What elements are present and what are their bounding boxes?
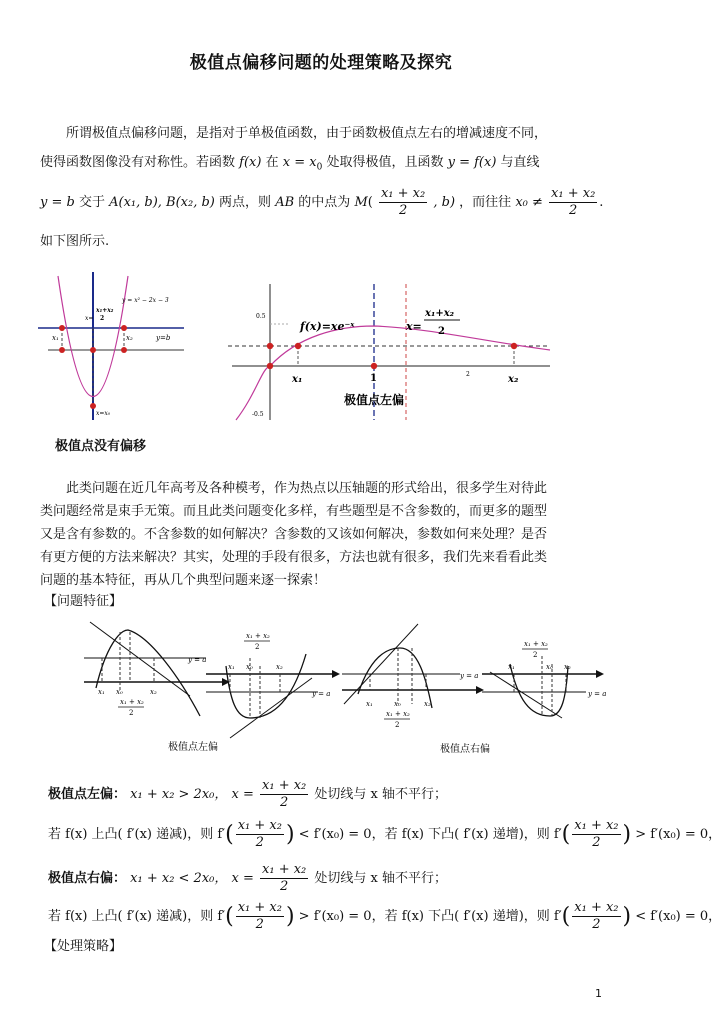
svg-text:x₂: x₂ <box>424 700 431 708</box>
left-shift-condition: 极值点左偏： x₁ + x₂ > 2x₀， x = $\frac{\text{x₁ + x₂}}{2}$ 处切线与 x 轴不平行； <box>48 778 448 810</box>
body2-line-2: 类问题经常是束手无策。而且此类问题变化多样，有些题型是不含参数的，而更多的题型 <box>40 504 548 519</box>
svg-text:x₁: x₁ <box>228 663 235 671</box>
svg-text:x₂: x₂ <box>508 374 519 385</box>
midpoint-fraction-2: $\frac{\text{x₁ + x₂}}{2}$ <box>551 186 596 218</box>
svg-text:y=b: y=b <box>156 334 171 342</box>
svg-text:1: 1 <box>370 373 377 384</box>
body2-line-3: 又是含有参数的。不含参数的如何解决？含参数的又该如何解决，参数如何来处理？是否 <box>40 527 548 542</box>
svg-text:x₁ + x₂: x₁ + x₂ <box>246 632 270 640</box>
svg-text:x₀: x₀ <box>394 700 401 708</box>
fig3-right-caption: 极值点右偏 <box>440 744 490 755</box>
svg-text:x₁+x₂: x₁+x₂ <box>96 307 114 314</box>
svg-text:2: 2 <box>100 315 105 322</box>
page-title: 极值点偏移问题的处理策略及探究 <box>189 53 453 73</box>
svg-text:x₁+x₂: x₁+x₂ <box>425 308 455 319</box>
body2-line-5: 问题的基本特征，再从几个典型问题来逐一探索！ <box>40 573 327 588</box>
svg-text:x₁: x₁ <box>292 374 303 385</box>
svg-text:2: 2 <box>438 326 445 337</box>
fig2-caption: 极值点左偏 <box>344 393 405 407</box>
svg-text:x₁: x₁ <box>52 334 59 342</box>
svg-text:x₁: x₁ <box>98 688 105 696</box>
section-heading-strategy: 【处理策略】 <box>44 939 123 954</box>
right-shift-condition: 极值点右偏： x₁ + x₂ < 2x₀， x = $\frac{\text{x₁ + x₂}}{2}$ 处切线与 x 轴不平行； <box>48 862 448 894</box>
svg-text:-0.5: -0.5 <box>252 411 264 418</box>
right-shift-rule: 若 f(x) 上凸( f′(x) 递减)，则 f′( $\frac{\text{x₁ + x₂}}{2}$ ) > f′(x₀) = 0，若 f(x) 下凸( f′(x) 递增)，则 f′( $\frac{\text{x₁ + x₂}}{2}$ ) < f′(x₀) = 0， <box>48 900 721 932</box>
intro-line-4: 如下图所示. <box>40 234 110 249</box>
svg-text:y = a: y = a <box>312 690 331 698</box>
left-shift-rule: 若 f(x) 上凸( f′(x) 递减)，则 f′( $\frac{\text{x₁ + x₂}}{2}$ ) < f′(x₀) = 0，若 f(x) 下凸( f′(x) 递增)，则 f′( $\frac{\text{x₁ + x₂}}{2}$ ) > f′(x₀) = 0， <box>48 818 721 850</box>
svg-text:x=: x= <box>85 315 94 322</box>
svg-text:2: 2 <box>395 721 400 729</box>
svg-text:x₂: x₂ <box>150 688 157 696</box>
midpoint-fraction: $\frac{\text{x₁ + x₂}}{2}$ <box>380 186 426 218</box>
figure-no-shift <box>38 272 188 422</box>
fig3-left-caption: 极值点左偏 <box>168 742 218 753</box>
svg-text:y = a: y = a <box>460 672 479 680</box>
svg-text:y = a: y = a <box>588 690 607 698</box>
section-heading-features: 【问题特征】 <box>44 594 123 609</box>
intro-line-2: 使得函数图像没有对称性。若函数 f(x) 在 $x = x_0$ 处取得极值，且函数 y = f(x) 与直线 <box>40 155 540 173</box>
svg-text:x₁: x₁ <box>508 663 515 671</box>
svg-text:x₁ + x₂: x₁ + x₂ <box>120 698 144 706</box>
figure-left-shift <box>228 284 554 424</box>
svg-text:2: 2 <box>533 651 538 659</box>
svg-text:x₀: x₀ <box>116 688 123 696</box>
intro-line-1: 所谓极值点偏移问题，是指对于单极值函数，由于函数极值点左右的增减速度不同， <box>66 126 548 141</box>
figure-features <box>80 618 610 758</box>
svg-text:2: 2 <box>129 709 134 717</box>
svg-text:x₂: x₂ <box>276 663 283 671</box>
svg-text:x=x₀: x=x₀ <box>96 410 111 417</box>
svg-text:x₁: x₁ <box>366 700 373 708</box>
svg-text:f(x)=xe⁻ˣ: f(x)=xe⁻ˣ <box>300 320 355 333</box>
svg-text:0.5: 0.5 <box>256 313 266 320</box>
svg-text:x=: x= <box>406 320 422 333</box>
svg-text:x₁ + x₂: x₁ + x₂ <box>524 640 548 648</box>
fig1-caption: 极值点没有偏移 <box>55 439 147 454</box>
fig1-equation: y = x² − 2x − 3 <box>122 297 169 304</box>
intro-line-3: y = b 交于 A(x₁, b), B(x₂, b) 两点，则 AB 的中点为 M( $\frac{\text{x₁ + x₂}}{2}$ , b) ，而往往 x₀ ≠ $\frac{\text{x₁ + x₂}}{2}$ . <box>40 186 604 218</box>
body2-line-4: 有更方便的方法来解决？其实，处理的手段有很多，方法也就有很多，我们先来看看此类 <box>40 550 548 565</box>
svg-text:y = a: y = a <box>188 656 207 664</box>
svg-text:2: 2 <box>466 371 470 378</box>
svg-text:x₁ + x₂: x₁ + x₂ <box>386 710 410 718</box>
body2-line-1: 此类问题在近几年高考及各种模考，作为热点以压轴题的形式给出，很多学生对待此 <box>66 481 548 496</box>
svg-text:x₀: x₀ <box>246 663 253 671</box>
page-number: 1 <box>595 987 602 1000</box>
svg-text:x₂: x₂ <box>564 663 571 671</box>
svg-text:x₂: x₂ <box>126 334 133 342</box>
svg-text:x₀: x₀ <box>546 663 553 671</box>
svg-text:2: 2 <box>255 643 260 651</box>
